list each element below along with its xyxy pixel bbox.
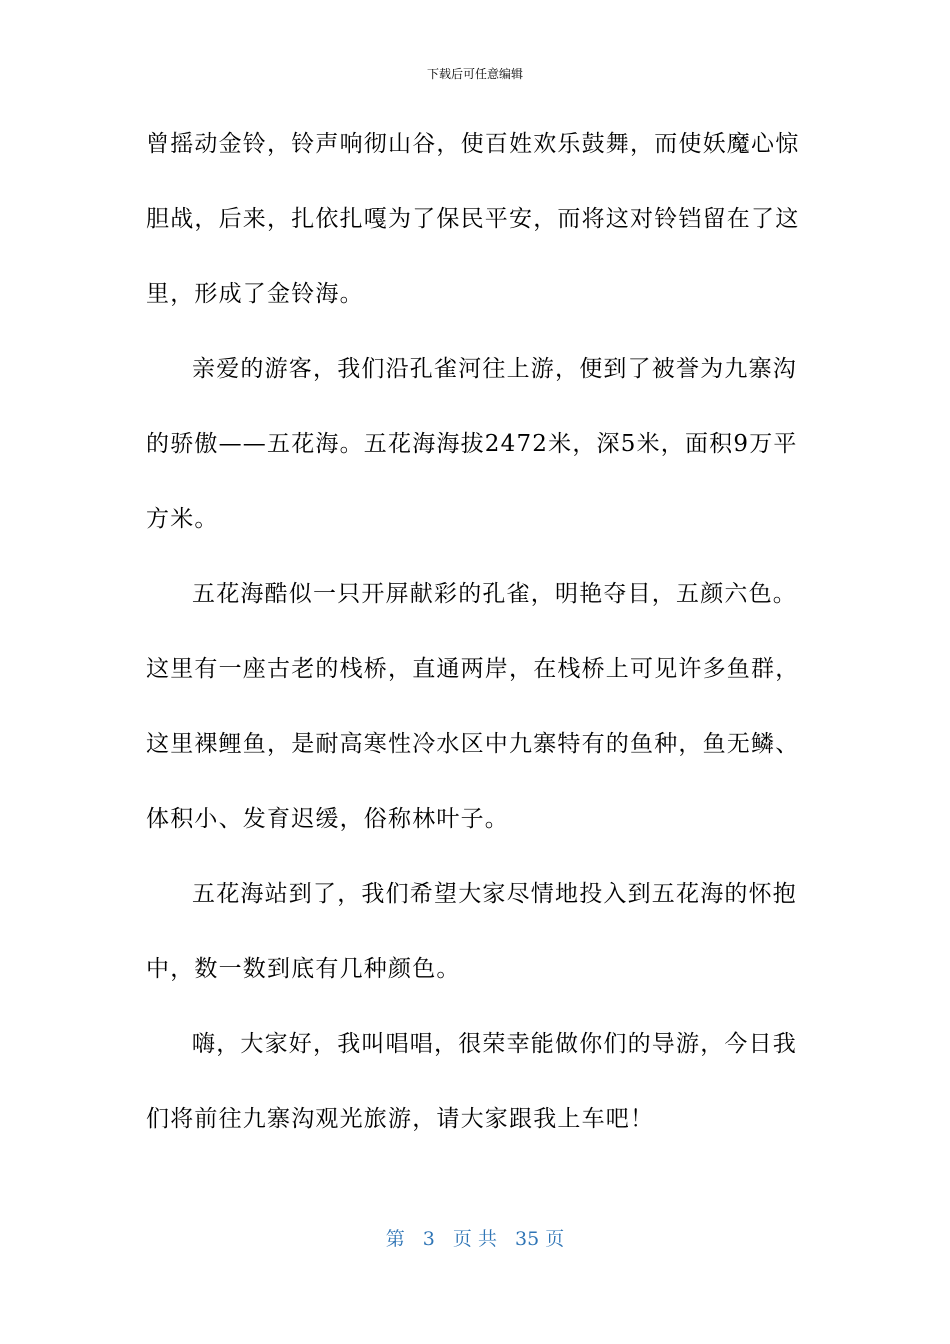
footer-current-page: 3 <box>422 1228 435 1250</box>
footer-suffix: 页 <box>545 1228 565 1250</box>
text-line-1: 曾摇动金铃，铃声响彻山谷，使百姓欢乐鼓舞，而使妖魔心惊 <box>146 131 800 157</box>
text-line-12: 中，数一数到底有几种颜色。 <box>146 956 461 982</box>
page-footer <box>0 1226 950 1252</box>
text-line-6: 方米。 <box>146 506 219 532</box>
paragraph-start-line: 亲爱的游客，我们沿孔雀河往上游，便到了被誉为九寨沟 <box>192 356 797 382</box>
footer-total-pages: 35 <box>515 1228 540 1250</box>
text-line-9: 这里裸鲤鱼，是耐高寒性冷水区中九寨特有的鱼种，鱼无鳞、 <box>146 731 800 757</box>
text-line-10: 体积小、发育迟缓，俗称林叶子。 <box>146 806 509 832</box>
footer-prefix: 第 <box>385 1228 405 1250</box>
text-line-8: 这里有一座古老的栈桥，直通两岸，在栈桥上可见许多鱼群， <box>146 656 800 682</box>
paragraph-start-line: 嗨，大家好，我叫唱唱，很荣幸能做你们的导游，今日我 <box>192 1031 797 1057</box>
text-line-14: 们将前往九寨沟观光旅游，请大家跟我上车吧！ <box>146 1106 655 1132</box>
paragraph-start-line: 五花海站到了，我们希望大家尽情地投入到五花海的怀抱 <box>192 881 797 907</box>
text-line-3: 里，形成了金铃海。 <box>146 281 364 307</box>
text-line-5: 的骄傲——五花海。五花海海拔2472米，深5米，面积9万平 <box>146 431 798 457</box>
text-line-2: 胆战，后来，扎依扎嘎为了保民平安，而将这对铃铛留在了这 <box>146 206 800 232</box>
paragraph-start-line: 五花海酷似一只开屏献彩的孔雀，明艳夺目，五颜六色。 <box>192 581 797 607</box>
page-header: 下载后可任意编辑 <box>426 67 523 81</box>
footer-middle: 页 共 <box>452 1228 497 1250</box>
